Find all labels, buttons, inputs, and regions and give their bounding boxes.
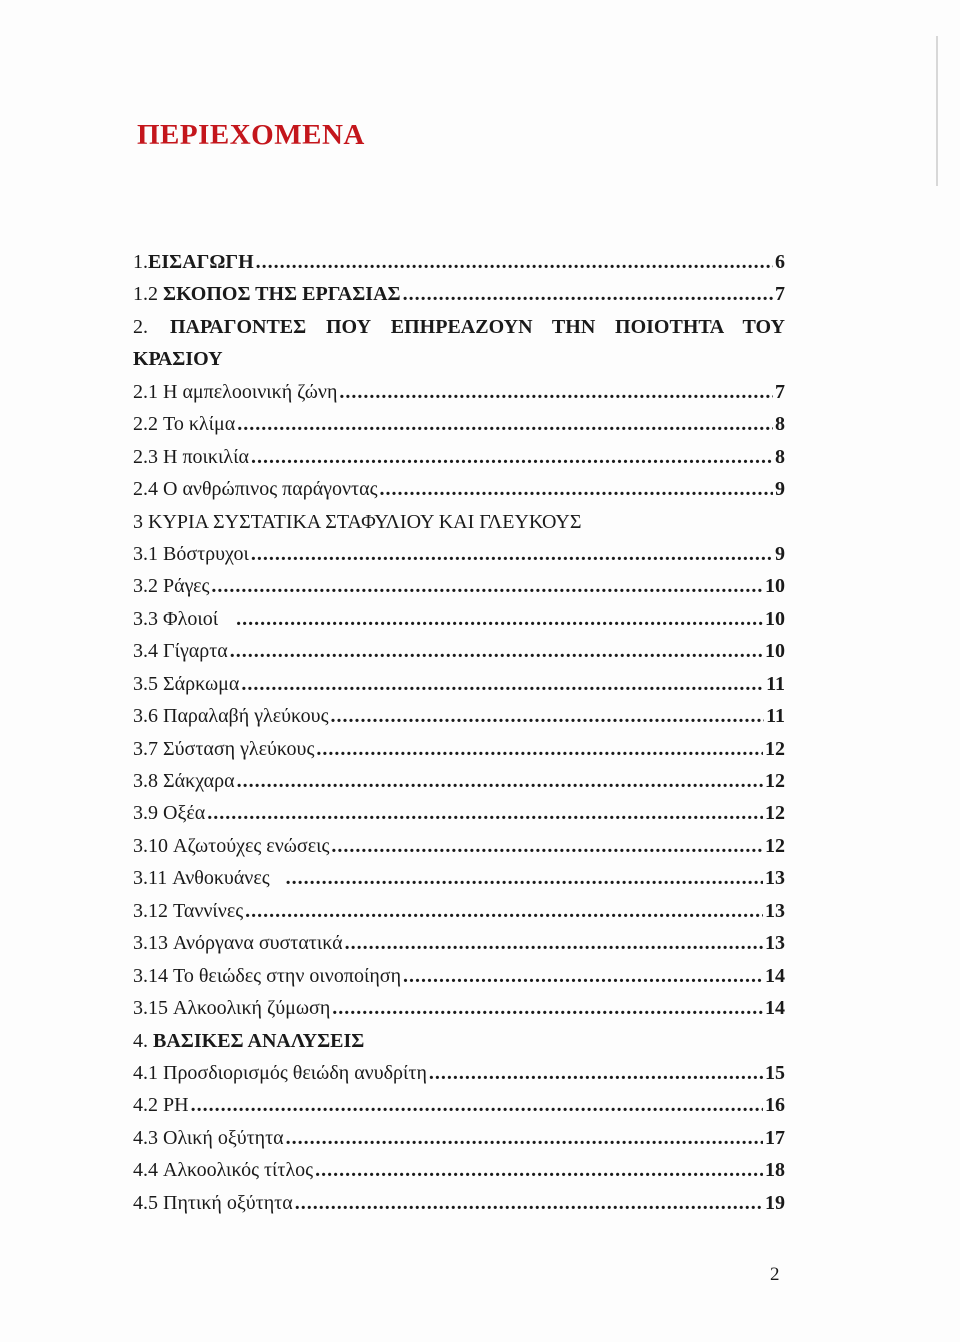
toc-entry-label: Ράγες <box>163 575 210 598</box>
toc-entry-page: 17 <box>765 1126 785 1149</box>
toc-entry-number: 3.12 <box>133 899 168 922</box>
toc-entry[interactable] <box>133 441 785 473</box>
toc-entry[interactable] <box>133 1122 785 1154</box>
toc-leader-dots <box>237 408 773 440</box>
toc-entry-label: Σάρκωμα <box>163 672 240 695</box>
toc-entry-number: 4.1 <box>133 1061 158 1084</box>
toc-entry-page: 12 <box>765 834 785 857</box>
toc-entry[interactable] <box>133 1187 785 1219</box>
toc-entry-page: 15 <box>765 1061 785 1084</box>
toc-entry[interactable] <box>133 1089 785 1121</box>
toc-entry-page: 12 <box>765 802 785 825</box>
toc-entry-number: 4.3 <box>133 1126 158 1149</box>
toc-entry-number: 3.5 <box>133 672 158 695</box>
toc-entry[interactable] <box>133 603 785 635</box>
toc-leader-dots <box>286 1122 763 1154</box>
toc-entry-number: 1. <box>133 251 148 273</box>
toc-entry-number: 3.2 <box>133 575 158 598</box>
toc-entry-number: 3.13 <box>133 932 168 955</box>
toc-entry-number: 3.10 <box>133 834 168 857</box>
toc-entry-page: 10 <box>765 575 785 598</box>
toc-section-heading[interactable] <box>133 1025 785 1057</box>
toc-entry-page: 10 <box>765 607 785 630</box>
toc-leader-dots <box>339 376 773 408</box>
toc-entry-label: Ανόργανα συστατικά <box>173 932 343 955</box>
toc-entry[interactable] <box>133 895 785 927</box>
toc-entry-number: 1.2 <box>133 283 158 306</box>
toc-entry[interactable] <box>133 635 785 667</box>
toc-entry-page: 16 <box>765 1094 785 1117</box>
table-of-contents <box>133 246 785 1219</box>
toc-entry[interactable] <box>133 1154 785 1186</box>
toc-entry-label: Αζωτούχες ενώσεις <box>173 834 330 857</box>
toc-entry-label: PH <box>163 1094 189 1117</box>
toc-entry-label: Αλκοολικός τίτλος <box>163 1159 314 1182</box>
toc-leader-dots <box>251 538 773 570</box>
toc-entry[interactable] <box>133 1057 785 1089</box>
toc-entry[interactable] <box>133 765 785 797</box>
toc-entry-number: 4.5 <box>133 1191 158 1214</box>
toc-leader-dots <box>237 765 763 797</box>
toc-entry[interactable] <box>133 960 785 992</box>
toc-entry-page: 14 <box>765 997 785 1020</box>
toc-entry-label: Το κλίμα <box>163 413 236 436</box>
toc-leader-dots <box>403 278 773 310</box>
toc-leader-dots <box>230 635 763 667</box>
toc-leader-dots <box>316 733 763 765</box>
toc-entry-number: 2.3 <box>133 445 158 468</box>
toc-entry-page: 7 <box>775 283 785 306</box>
scan-edge-line <box>936 36 938 186</box>
toc-leader-dots <box>207 797 763 829</box>
toc-leader-dots <box>245 895 763 927</box>
toc-entry-label: ΠΑΡΑΓΟΝΤΕΣ ΠΟΥ ΕΠΗΡΕΑΖΟΥΝ ΤΗΝ ΠΟΙΟΤΗΤΑ ΤΟΥ <box>170 315 785 338</box>
toc-entry-page: 12 <box>765 737 785 760</box>
toc-entry-label: Το θειώδες στην οινοποίηση <box>173 964 402 987</box>
toc-entry[interactable] <box>133 700 785 732</box>
toc-entry-label: Σύσταση γλεύκους <box>163 737 315 760</box>
toc-entry-page: 6 <box>775 251 785 273</box>
toc-leader-dots <box>332 992 763 1024</box>
toc-entry[interactable] <box>133 246 785 278</box>
toc-entry-number: 3.1 <box>133 542 158 565</box>
toc-entry[interactable] <box>133 473 785 505</box>
toc-entry-number: 3.4 <box>133 640 158 663</box>
toc-entry[interactable] <box>133 797 785 829</box>
toc-entry[interactable] <box>133 668 785 700</box>
toc-entry-number: 3.11 <box>133 867 168 890</box>
toc-leader-dots <box>256 246 773 278</box>
toc-entry-page: 12 <box>765 770 785 792</box>
toc-entry[interactable] <box>133 570 785 602</box>
toc-section-heading[interactable] <box>133 506 785 538</box>
toc-leader-dots <box>429 1057 763 1089</box>
toc-entry-number: 4.2 <box>133 1094 158 1117</box>
toc-entry-page: 10 <box>765 640 785 663</box>
toc-section-heading[interactable] <box>133 311 785 343</box>
toc-entry-number: 3.6 <box>133 705 158 728</box>
toc-entry-number: 2.4 <box>133 478 158 501</box>
toc-entry-page: 8 <box>775 445 785 468</box>
toc-entry-number: 3 <box>133 510 143 533</box>
toc-entry-label: Αλκοολική ζύμωση <box>173 997 331 1020</box>
toc-entry-page: 9 <box>775 478 785 501</box>
toc-entry-page: 11 <box>766 672 785 695</box>
toc-leader-dots <box>286 862 763 894</box>
toc-entry-label: Ολική οξύτητα <box>163 1126 284 1149</box>
toc-entry-label: Οξέα <box>163 802 206 825</box>
toc-entry[interactable] <box>133 733 785 765</box>
toc-entry-label: Ανθοκυάνες <box>172 867 270 890</box>
toc-entry-label: ΣΚΟΠΟΣ ΤΗΣ ΕΡΓΑΣΙΑΣ <box>163 283 401 306</box>
toc-entry-page: 13 <box>765 899 785 922</box>
toc-entry-page: 13 <box>765 867 785 890</box>
toc-entry-number: 3.9 <box>133 802 158 825</box>
toc-leader-dots <box>379 473 773 505</box>
toc-entry-page: 14 <box>765 964 785 987</box>
toc-entry-label: ΒΑΣΙΚΕΣ ΑΝΑΛΥΣΕΙΣ <box>153 1029 365 1052</box>
toc-leader-dots <box>403 960 763 992</box>
toc-entry[interactable] <box>133 927 785 959</box>
toc-leader-dots <box>191 1089 763 1121</box>
toc-leader-dots <box>315 1154 763 1186</box>
toc-leader-dots <box>331 700 765 732</box>
toc-entry-label-continued: ΚΡΑΣΙΟΥ <box>133 348 223 371</box>
toc-entry[interactable] <box>133 992 785 1024</box>
toc-entry-number: 3.15 <box>133 997 168 1020</box>
toc-entry[interactable] <box>133 376 785 408</box>
toc-entry-page: 18 <box>765 1159 785 1182</box>
toc-entry[interactable] <box>133 830 785 862</box>
page-number: 2 <box>770 1264 780 1285</box>
toc-entry-label: Γίγαρτα <box>163 640 228 663</box>
toc-entry[interactable] <box>133 408 785 440</box>
toc-entry-number: 3.3 <box>133 607 158 630</box>
toc-entry-label: Ταννίνες <box>173 899 244 922</box>
toc-entry-page: 19 <box>765 1191 785 1214</box>
toc-leader-dots <box>295 1187 763 1219</box>
toc-entry-label: Η ποικιλία <box>163 445 249 468</box>
page-title: ΠΕΡΙΕΧΟΜΕΝΑ <box>137 119 365 151</box>
toc-entry-number: 2. <box>133 315 148 338</box>
toc-leader-dots <box>211 570 763 602</box>
toc-section-heading-continued <box>133 343 785 375</box>
toc-entry-number: 2.1 <box>133 380 158 403</box>
toc-leader-dots <box>331 830 763 862</box>
toc-entry-page: 13 <box>765 932 785 955</box>
toc-entry-label: Βόστρυχοι <box>163 542 249 565</box>
toc-entry-page: 7 <box>775 380 785 403</box>
toc-entry[interactable] <box>133 862 785 894</box>
toc-entry-label: Προσδιορισμός θειώδη ανυδρίτη <box>163 1061 427 1084</box>
toc-entry-label: Πητική οξύτητα <box>163 1191 293 1214</box>
toc-leader-dots <box>241 668 764 700</box>
toc-entry-number: 3.7 <box>133 737 158 760</box>
toc-entry-page: 8 <box>775 413 785 436</box>
toc-leader-dots <box>236 603 763 635</box>
toc-leader-dots <box>251 441 773 473</box>
toc-entry-number: 4.4 <box>133 1159 158 1182</box>
toc-entry-number: 3.8 <box>133 770 158 792</box>
toc-entry-page: 9 <box>775 542 785 565</box>
toc-entry[interactable] <box>133 538 785 570</box>
toc-entry-label: ΚΥΡΙΑ ΣΥΣΤΑΤΙΚΑ ΣΤΑΦΥΛΙΟΥ ΚΑΙ ΓΛΕΥΚΟΥΣ <box>148 510 582 533</box>
toc-entry-label: Η αμπελοοινική ζώνη <box>163 380 338 403</box>
toc-entry[interactable] <box>133 278 785 310</box>
toc-entry-label: Φλοιοί <box>163 607 219 630</box>
toc-entry-page: 11 <box>766 705 785 728</box>
toc-entry-number: 2.2 <box>133 413 158 436</box>
toc-entry-label: Ο ανθρώπινος παράγοντας <box>163 478 378 501</box>
toc-entry-label: ΕΙΣΑΓΩΓΗ <box>148 251 254 273</box>
toc-entry-number: 4. <box>133 1029 148 1052</box>
toc-entry-number: 3.14 <box>133 964 168 987</box>
toc-leader-dots <box>345 927 763 959</box>
toc-entry-label: Σάκχαρα <box>163 770 235 792</box>
toc-entry-label: Παραλαβή γλεύκους <box>163 705 329 728</box>
